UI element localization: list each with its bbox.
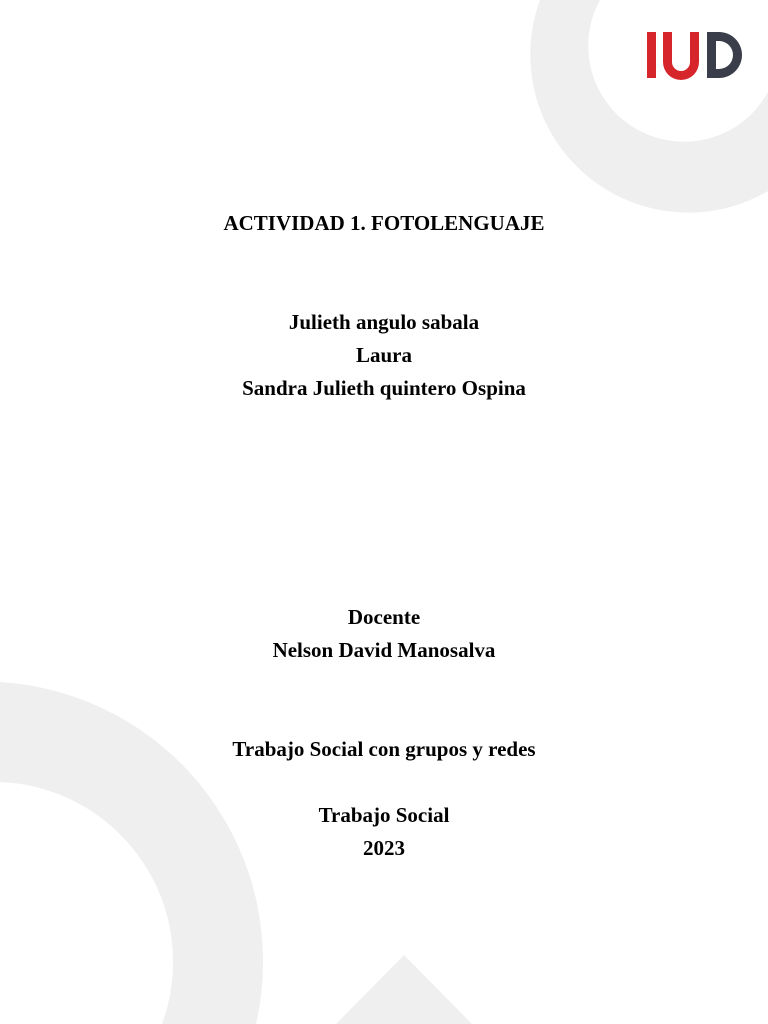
author-name: Sandra Julieth quintero Ospina (242, 376, 526, 400)
teacher-label: Docente (347, 605, 421, 629)
course-name: Trabajo Social con grupos y redes (232, 737, 536, 761)
logo-letter-i (647, 32, 656, 78)
author-name: Julieth angulo sabala (288, 310, 480, 334)
logo-letter-d (707, 32, 742, 78)
year: 2023 (363, 836, 405, 860)
author-name: Laura (355, 343, 412, 367)
logo-letter-u (663, 32, 699, 80)
teacher-name: Nelson David Manosalva (272, 638, 496, 662)
document-title: ACTIVIDAD 1. FOTOLENGUAJE (223, 211, 545, 235)
program-name: Trabajo Social (318, 803, 450, 827)
iud-logo (645, 24, 745, 84)
bottom-triangle-shape (336, 955, 472, 1024)
